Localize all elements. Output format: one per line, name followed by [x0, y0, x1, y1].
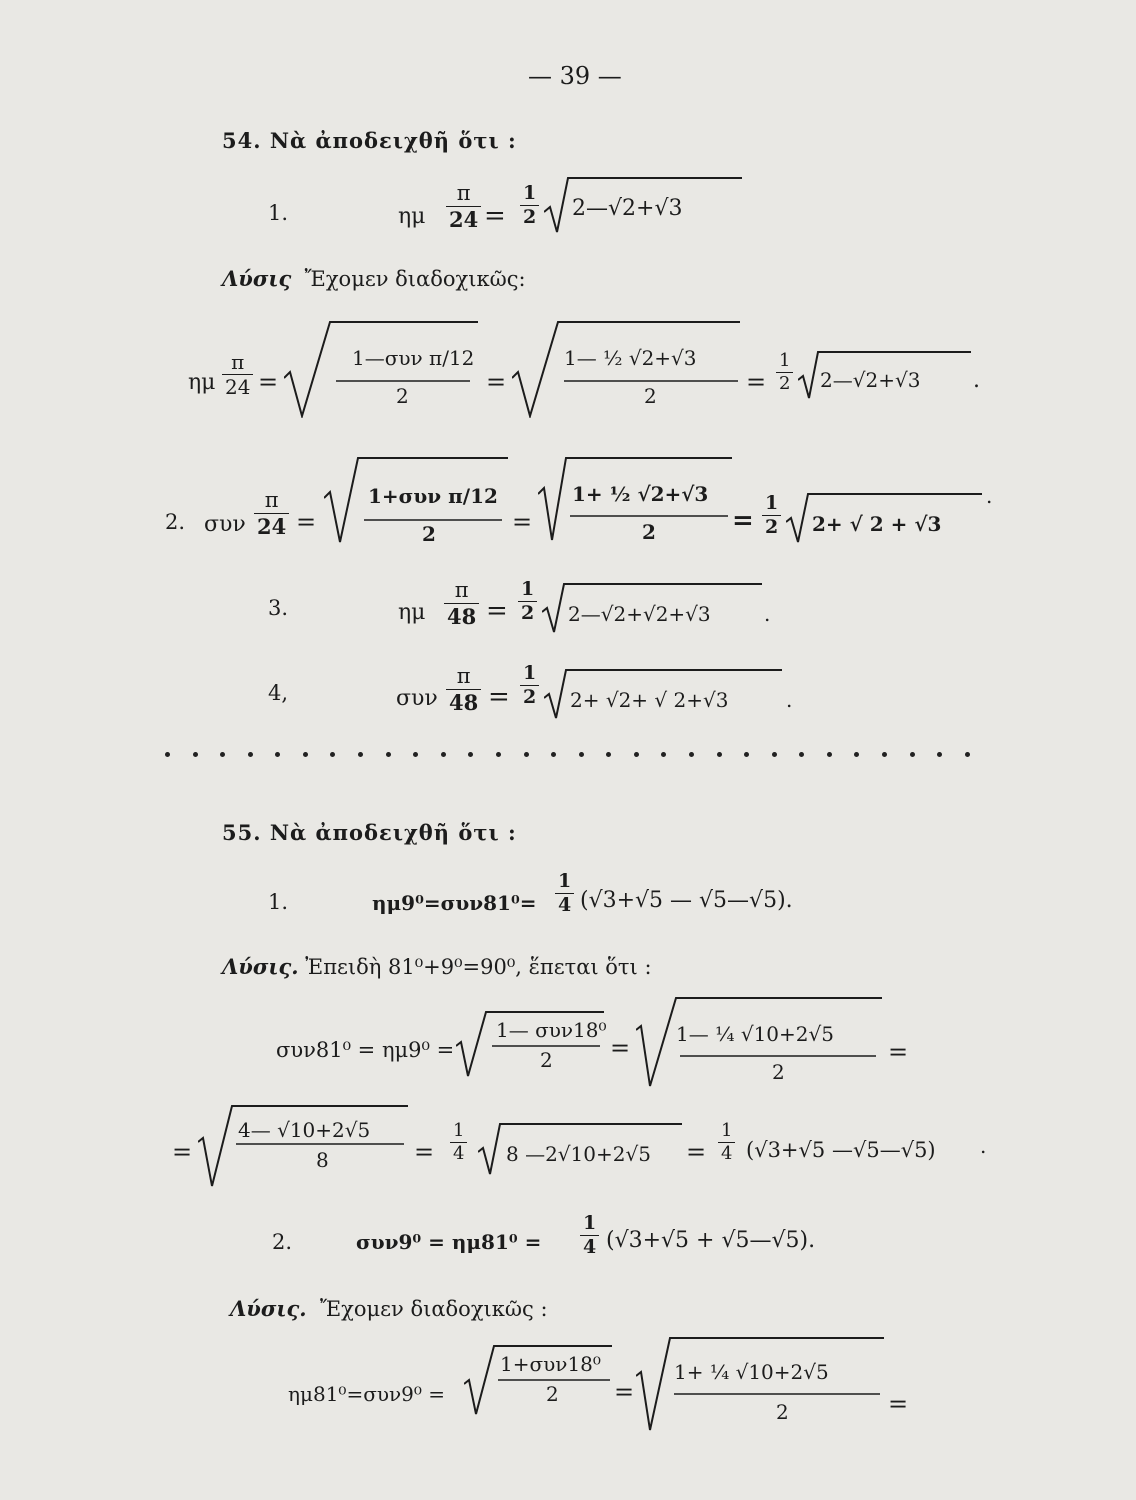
radical: 8 —2√10+2√5: [478, 1122, 684, 1176]
lhs-function: ημ: [398, 204, 426, 229]
problem-55-heading: 55. Νὰ ἀποδειχθῆ ὅτι :: [222, 820, 517, 845]
radical: 1+ ½ √2+√3 2: [538, 454, 734, 544]
equals-sign: =: [486, 596, 508, 626]
radical: 1+συν π/12 2: [324, 454, 510, 544]
item-number: 1.: [268, 890, 289, 914]
equation-body: (√3+√5 + √5—√5).: [606, 1228, 816, 1253]
radical: 1— ½ √2+√3 2: [512, 318, 742, 418]
equals-sign: =: [296, 508, 317, 536]
period: .: [980, 1134, 987, 1158]
solution-line: [222, 268, 526, 290]
radical: 4— √10+2√5 8: [198, 1102, 410, 1188]
radical: 2+ √2+ √ 2+√3: [544, 668, 784, 720]
equals-sign: =: [746, 368, 767, 396]
coefficient-fraction: 1 4: [450, 1122, 467, 1163]
radical: 1— ¼ √10+2√5 2: [636, 996, 884, 1088]
equation-body: (√3+√5 —√5—√5): [746, 1138, 936, 1162]
fraction: π 48: [444, 580, 479, 627]
equals-sign: =: [888, 1390, 909, 1418]
radical: 1— συν18⁰ 2: [456, 1008, 606, 1078]
equals-sign: =: [732, 506, 754, 536]
item-number: 2.: [272, 1230, 293, 1254]
fraction: π 24: [222, 352, 253, 397]
period: .: [786, 688, 793, 712]
equation-body: (√3+√5 — √5—√5).: [580, 888, 793, 913]
equals-sign: =: [484, 201, 506, 231]
coefficient-fraction: 1 4: [555, 872, 574, 915]
solution-line: [222, 956, 652, 978]
equals-sign: =: [258, 368, 279, 396]
equals-sign: =: [172, 1138, 193, 1166]
radical: 1+ ¼ √10+2√5 2: [636, 1336, 886, 1432]
page-number: — 39 —: [528, 62, 622, 90]
lhs-function: συν: [396, 686, 438, 711]
radical: 2—√2+√2+√3: [542, 582, 764, 634]
lhs-function: ημ: [398, 600, 426, 625]
item-number: 4,: [268, 681, 289, 705]
equals-sign: =: [614, 1378, 635, 1406]
radical: 2—√2+√3: [798, 350, 973, 400]
item-number: 1.: [268, 201, 289, 225]
fraction: π 24: [254, 490, 289, 537]
period: .: [986, 484, 993, 508]
radical: 1+συν18⁰ 2: [464, 1342, 614, 1416]
equals-sign: =: [686, 1138, 707, 1166]
radical: 2—√2+√3: [544, 176, 744, 234]
equals-sign: =: [414, 1138, 435, 1166]
solution-text: Ἐπειδὴ 81⁰+9⁰=90⁰, ἕπεται ὅτι :: [305, 955, 652, 979]
equals-sign: =: [610, 1034, 631, 1062]
solution-text: Ἔχομεν διαδοχικῶς:: [304, 267, 526, 291]
solution-text: Ἔχομεν διαδοχικῶς :: [319, 1297, 548, 1321]
dotted-separator: [165, 752, 970, 757]
coefficient-fraction: 1 2: [776, 352, 793, 393]
coefficient-fraction: 1 4: [580, 1214, 599, 1257]
solution-line: [230, 1298, 548, 1320]
equation-lhs: ημ81⁰=συν9⁰ =: [288, 1382, 446, 1406]
solution-label: Λύσις.: [230, 1296, 307, 1321]
lhs-function: ημ: [188, 370, 216, 395]
coefficient-fraction: 1 2: [520, 664, 539, 707]
equals-sign: =: [486, 368, 507, 396]
equation-lhs: συν81⁰ = ημ9⁰ =: [276, 1038, 455, 1062]
coefficient-fraction: 1 4: [718, 1122, 735, 1163]
equals-sign: =: [888, 1038, 909, 1066]
lhs-function: συν: [204, 512, 246, 537]
coefficient-fraction: 1 2: [762, 494, 781, 537]
equation-lhs: ημ9⁰=συν81⁰=: [372, 891, 537, 915]
fraction: π 48: [446, 666, 481, 713]
period: .: [973, 368, 980, 393]
solution-label: Λύσις: [222, 266, 292, 291]
equation-lhs: συν9⁰ = ημ81⁰ =: [356, 1230, 542, 1254]
equals-sign: =: [512, 508, 533, 536]
equals-sign: =: [488, 682, 510, 712]
radical: 1—συν π/12 2: [284, 318, 480, 418]
coefficient-fraction: 1 2: [520, 184, 539, 227]
solution-label: Λύσις.: [222, 954, 299, 979]
radical: 2+ √ 2 + √3: [786, 492, 984, 544]
item-number: 3.: [268, 596, 289, 620]
fraction: π 24: [446, 183, 481, 230]
period: .: [764, 602, 771, 626]
item-number: 2.: [165, 510, 186, 534]
problem-54-heading: 54. Νὰ ἀποδειχθῆ ὅτι :: [222, 128, 517, 153]
coefficient-fraction: 1 2: [518, 580, 537, 623]
